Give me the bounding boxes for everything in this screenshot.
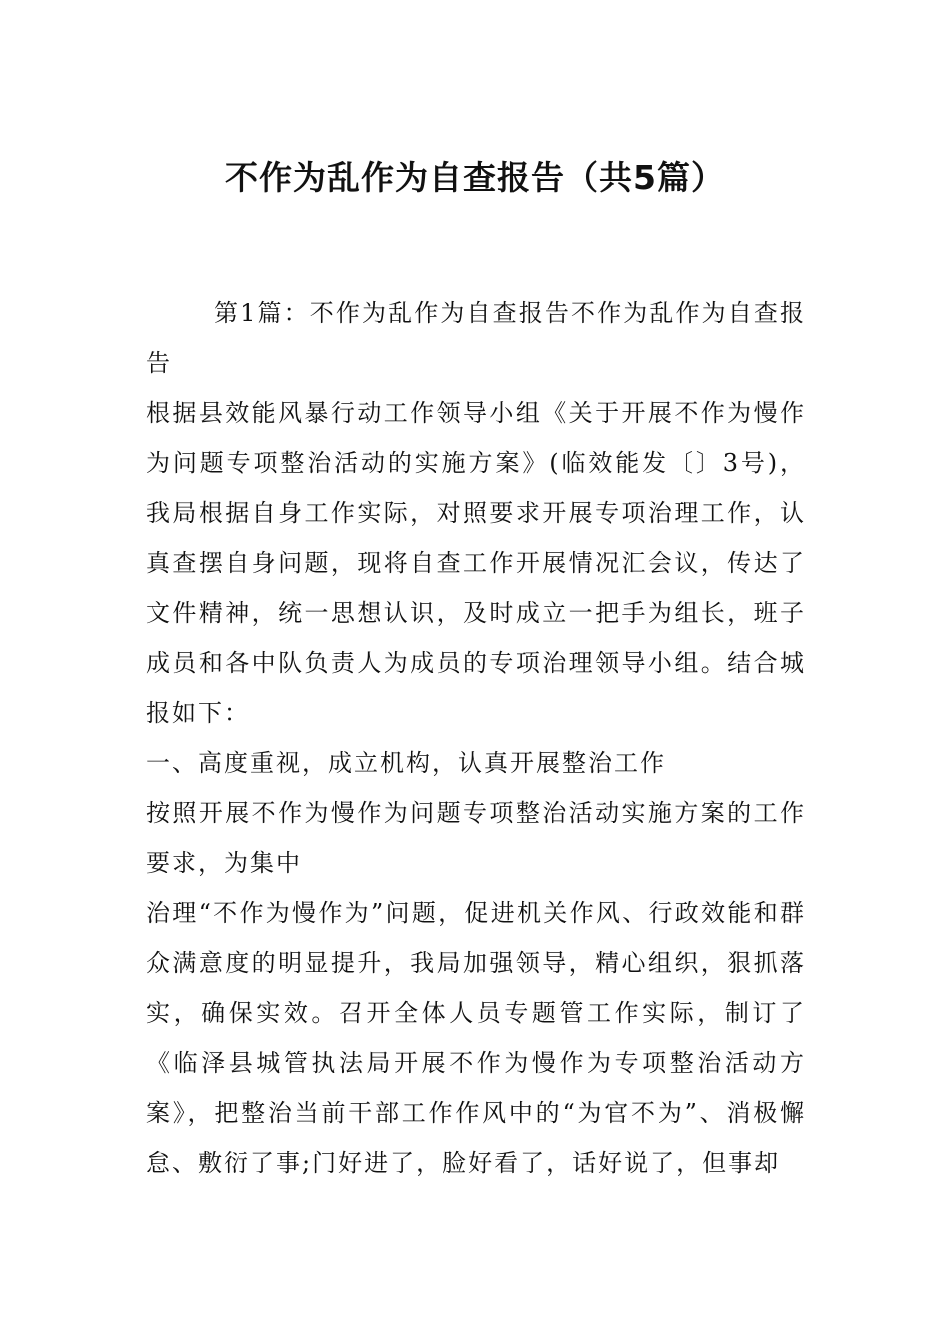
paragraph-governance: 治理“不作为慢作为”问题，促进机关作风、行政效能和群众满意度的明显提升，我局加强领导，精心组织，狠抓落实，确保实效。召开全体人员专题管工作实际，制订了《临泽县城管执法局开展不作为慢作为专项整治活动方案》，把整治当前干部工作作风中的“为官不为”、消极懈怠、敷衍了事;门好进了，脸好看了，话好说了，但事却 (146, 899, 806, 1177)
document-title: 不作为乱作为自查报告（共5篇） (225, 158, 725, 197)
paragraph-requirements: 按照开展不作为慢作为问题专项整治活动实施方案的工作要求，为集中 (146, 799, 806, 877)
paragraph-section-heading: 第1篇：不作为乱作为自查报告不作为乱作为自查报告 (146, 299, 806, 377)
paragraph-intro: 根据县效能风暴行动工作领导小组《关于开展不作为慢作为问题专项整治活动的实施方案》(临效能发〔〕3号)，我局根据自身工作实际，对照要求开展专项治理工作，认真查摆自身问题，现将自查工作开展情况汇会议，传达了文件精神，统一思想认识，及时成立一把手为组长，班子成员和各中队负责人为成员的专项治理领导小组。结合城报如下： (146, 399, 806, 727)
document-body (146, 288, 806, 1188)
paragraph-heading-one: 一、高度重视，成立机构，认真开展整治工作 (146, 749, 666, 777)
